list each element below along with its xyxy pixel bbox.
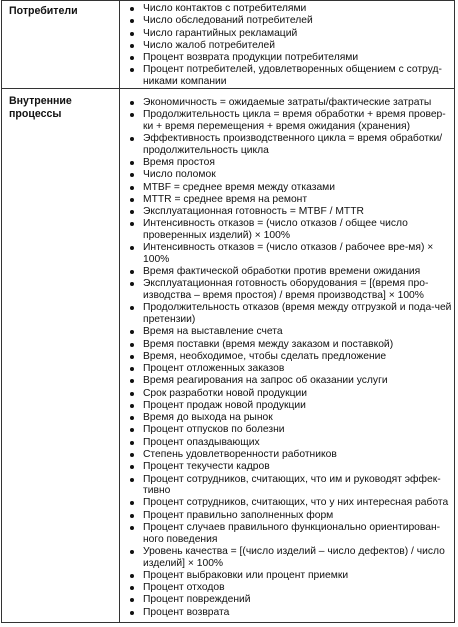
bullet-icon: [130, 186, 134, 190]
bullet-icon: [130, 32, 134, 36]
list-item-text: Процент потребителей, удовлетворенных общением с сотруд-никами компании: [143, 64, 442, 87]
list-item-text: Время реагирования на запрос об оказании услуги: [143, 375, 388, 387]
bullet-icon: [130, 56, 134, 60]
list-item: [127, 570, 453, 582]
list-item-text: Число поломок: [143, 169, 216, 181]
bullet-icon: [130, 330, 134, 334]
list-item-text: Время простоя: [143, 157, 215, 169]
list-item-text: Время на выставление счета: [143, 326, 283, 338]
kpi-table: [1, 0, 455, 623]
list-item-text: Процент отходов: [143, 582, 225, 594]
internal-processes-list: [127, 97, 453, 619]
list-item: [127, 169, 453, 181]
bullet-icon: [130, 161, 134, 165]
bullet-icon: [130, 222, 134, 226]
bullet-icon: [130, 514, 134, 518]
list-item-text: Время фактической обработки против времени ожидания: [143, 266, 421, 278]
list-item: [127, 546, 453, 569]
list-item: [127, 133, 453, 156]
list-item: [127, 582, 453, 594]
list-item-text: Эффективность производственного цикла = время обработки/ продолжительность цикла: [143, 133, 443, 156]
list-item-text: Число обследований потребителей: [143, 15, 313, 27]
list-item-text: Число жалоб потребителей: [143, 39, 275, 51]
bullet-icon: [130, 270, 134, 274]
list-item-text: Процент отпусков по болезни: [143, 424, 285, 436]
bullet-icon: [130, 465, 134, 469]
bullet-icon: [130, 586, 134, 590]
list-item: [127, 157, 453, 169]
list-item-text: Эксплуатационная готовность оборудования = [(время про-изводства – время простоя) / время производства] × 100%: [143, 278, 429, 302]
bullet-icon: [130, 453, 134, 457]
list-item-text: MTTR = среднее время на ремонт: [143, 193, 308, 205]
list-item-text: Время, необходимое, чтобы сделать предложение: [143, 350, 387, 362]
list-item-text: Число гарантийных рекламаций: [143, 27, 298, 39]
list-item-text: Процент опаздывающих: [143, 436, 260, 448]
list-item: [127, 522, 453, 545]
list-item: [127, 400, 453, 412]
list-item: [127, 3, 453, 15]
bullet-icon: [130, 501, 134, 505]
list-item: [127, 474, 453, 497]
bullet-icon: [130, 19, 134, 23]
list-item: [127, 302, 453, 325]
list-item-text: Процент сотрудников, считающих, что у них интересная работа: [143, 497, 449, 509]
list-item: [127, 449, 453, 461]
list-item-text: Процент выбраковки или процент приемки: [143, 569, 349, 581]
bullet-icon: [130, 282, 134, 286]
list-item-text: MTBF = среднее время между отказами: [143, 181, 336, 193]
list-item: [127, 64, 453, 87]
list-item-text: Процент сотрудников, считающих, что им и руководят эффек-тивно: [143, 473, 441, 497]
bullet-icon: [130, 68, 134, 72]
list-item: [127, 40, 453, 52]
list-item: [127, 194, 453, 206]
bullet-icon: [130, 478, 134, 482]
list-item: [127, 388, 453, 400]
list-item-text: Процент отложенных заказов: [143, 363, 285, 375]
list-item-text: Процент повреждений: [143, 594, 251, 606]
list-item: [127, 510, 453, 522]
list-item: [127, 28, 453, 40]
list-item-text: Процент возврата продукции потребителями: [143, 52, 359, 64]
list-item-text: Продолжительность отказов (время между отгрузкой и пода-чей претензии): [143, 302, 452, 325]
list-item-text: Продолжительность цикла = время обработки + время провер-ки + время перемещения + время ожидания (хранения): [143, 109, 446, 132]
bullet-icon: [130, 210, 134, 214]
list-item-text: Эксплуатационная готовность = MTBF / MTTR: [143, 206, 364, 218]
list-item-text: Процент возврата: [143, 606, 230, 618]
list-item: [127, 339, 453, 351]
list-item: [127, 363, 453, 375]
list-item: [127, 497, 453, 509]
bullet-icon: [130, 574, 134, 578]
list-item-text: Интенсивность отказов = (число отказов / рабочее вре-мя) × 100%: [143, 242, 434, 265]
category-consumers: Потребители: [9, 5, 78, 17]
consumers-list: [127, 3, 453, 88]
list-item-text: Процент правильно заполненных форм: [143, 509, 334, 521]
list-item: [127, 15, 453, 27]
bullet-icon: [130, 355, 134, 359]
bullet-icon: [130, 441, 134, 445]
bullet-icon: [130, 113, 134, 117]
list-item-text: Степень удовлетворенности работников: [143, 449, 337, 461]
list-item: [127, 461, 453, 473]
list-item: [127, 351, 453, 363]
list-item: [127, 424, 453, 436]
list-item: [127, 594, 453, 606]
bullet-icon: [130, 611, 134, 615]
list-item-text: Уровень качества = [(число изделий – число дефектов) / число изделий] × 100%: [143, 545, 445, 569]
list-item-text: Срок разработки новой продукции: [143, 387, 307, 399]
bullet-icon: [130, 379, 134, 383]
list-item-text: Экономичность = ожидаемые затраты/фактические затраты: [143, 97, 432, 108]
list-item: [127, 206, 453, 218]
bullet-icon: [130, 306, 134, 310]
bullet-icon: [130, 526, 134, 530]
bullet-icon: [130, 598, 134, 602]
bullet-icon: [130, 416, 134, 420]
bullet-icon: [130, 343, 134, 347]
bullet-icon: [130, 198, 134, 202]
bullet-icon: [130, 367, 134, 371]
bullet-icon: [130, 173, 134, 177]
bullet-icon: [130, 137, 134, 141]
list-item: [127, 607, 453, 619]
bullet-icon: [130, 550, 134, 554]
list-item-text: Время до выхода на рынок: [143, 412, 273, 424]
list-item: [127, 242, 453, 265]
list-item: [127, 278, 453, 301]
list-item: [127, 218, 453, 241]
bullet-icon: [130, 404, 134, 408]
list-item: [127, 97, 453, 109]
list-item: [127, 266, 453, 278]
bullet-icon: [130, 44, 134, 48]
list-item-text: Процент текучести кадров: [143, 461, 270, 473]
column-divider: [119, 1, 120, 622]
bullet-icon: [130, 7, 134, 11]
category-internal-processes: Внутренние процессы: [9, 95, 72, 120]
bullet-icon: [130, 428, 134, 432]
list-item-text: Число контактов с потребителями: [143, 3, 307, 14]
list-item-text: Время поставки (время между заказом и поставкой): [143, 338, 394, 350]
list-item-text: Процент случаев правильного функционально ориентирован-ного поведения: [143, 522, 441, 545]
bullet-icon: [130, 246, 134, 250]
list-item: [127, 375, 453, 387]
list-item: [127, 412, 453, 424]
list-item: [127, 109, 453, 132]
list-item: [127, 326, 453, 338]
bullet-icon: [130, 101, 134, 105]
bullet-icon: [130, 392, 134, 396]
list-item-text: Процент продаж новой продукции: [143, 399, 306, 411]
list-item-text: Интенсивность отказов = (число отказов / общее число проверенных изделий) × 100%: [143, 218, 408, 242]
list-item: [127, 437, 453, 449]
list-item: [127, 52, 453, 64]
list-item: [127, 182, 453, 194]
